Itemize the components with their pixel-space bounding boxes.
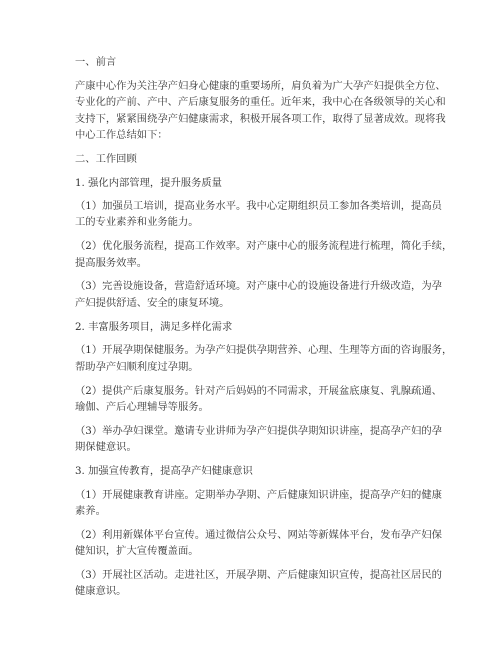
section-heading-review: 二、工作回顾	[75, 153, 137, 165]
subsection-heading: 2. 丰富服务项目，满足多样化需求	[75, 321, 233, 333]
list-item-line: 健康意识。	[75, 585, 127, 597]
section-heading-preface: 一、前言	[75, 56, 117, 68]
list-item-line: 瑜伽、产后心理辅导等服务。	[75, 401, 209, 413]
paragraph-line: 产康中心作为关注孕产妇身心健康的重要场所，肩负着为广大孕产妇提供全方位、	[75, 80, 446, 92]
list-item-line: 产妇提供舒适、安全的康复环境。	[75, 297, 230, 309]
list-item-line: 提高服务效率。	[75, 257, 148, 269]
list-item-line: 素养。	[75, 505, 106, 517]
list-item-line: 健知识，扩大宣传覆盖面。	[75, 545, 199, 557]
paragraph-line: 中心工作总结如下：	[75, 129, 168, 141]
list-item-line: （1）开展健康教育讲座。定期举办孕期、产后健康知识讲座，提高孕产妇的健康	[75, 489, 442, 501]
list-item-line: 帮助孕产妇顺利度过孕期。	[75, 361, 199, 373]
list-item-line: 期保健意识。	[75, 441, 137, 453]
list-item-line: （2）提供产后康复服务。针对产后妈妈的不同需求，开展盆底康复、乳腺疏通、	[75, 385, 442, 397]
list-item-line: （2）利用新媒体平台宣传。通过微信公众号、网站等新媒体平台，发布孕产妇保	[75, 529, 442, 541]
list-item-line: 工的专业素养和业务能力。	[75, 216, 199, 228]
list-item-line: （3）完善设施设备，营造舒适环境。对产康中心的设施设备进行升级改造，为孕	[75, 280, 442, 292]
list-item-line: （1）开展孕期保健服务。为孕产妇提供孕期营养、心理、生理等方面的咨询服务，	[75, 344, 453, 356]
paragraph-line: 支持下，紧紧围绕孕产妇健康需求，积极开展各项工作，取得了显著成效。现将我	[75, 113, 446, 125]
list-item-line: （2）优化服务流程，提高工作效率。对产康中心的服务流程进行梳理，简化手续，	[75, 240, 453, 252]
list-item-line: （3）举办孕妇课堂。邀请专业讲师为孕产妇提供孕期知识讲座，提高孕产妇的孕	[75, 425, 442, 437]
list-item-line: （1）加强员工培训，提高业务水平。我中心定期组织员工参加各类培训，提高员	[75, 200, 442, 212]
subsection-heading: 1. 强化内部管理，提升服务质量	[75, 177, 222, 189]
subsection-heading: 3. 加强宣传教育，提高孕产妇健康意识	[75, 465, 253, 477]
paragraph-line: 专业化的产前、产中、产后康复服务的重任。近年来，我中心在各级领导的关心和	[75, 96, 446, 108]
list-item-line: （3）开展社区活动。走进社区，开展孕期、产后健康知识宣传，提高社区居民的	[75, 569, 442, 581]
